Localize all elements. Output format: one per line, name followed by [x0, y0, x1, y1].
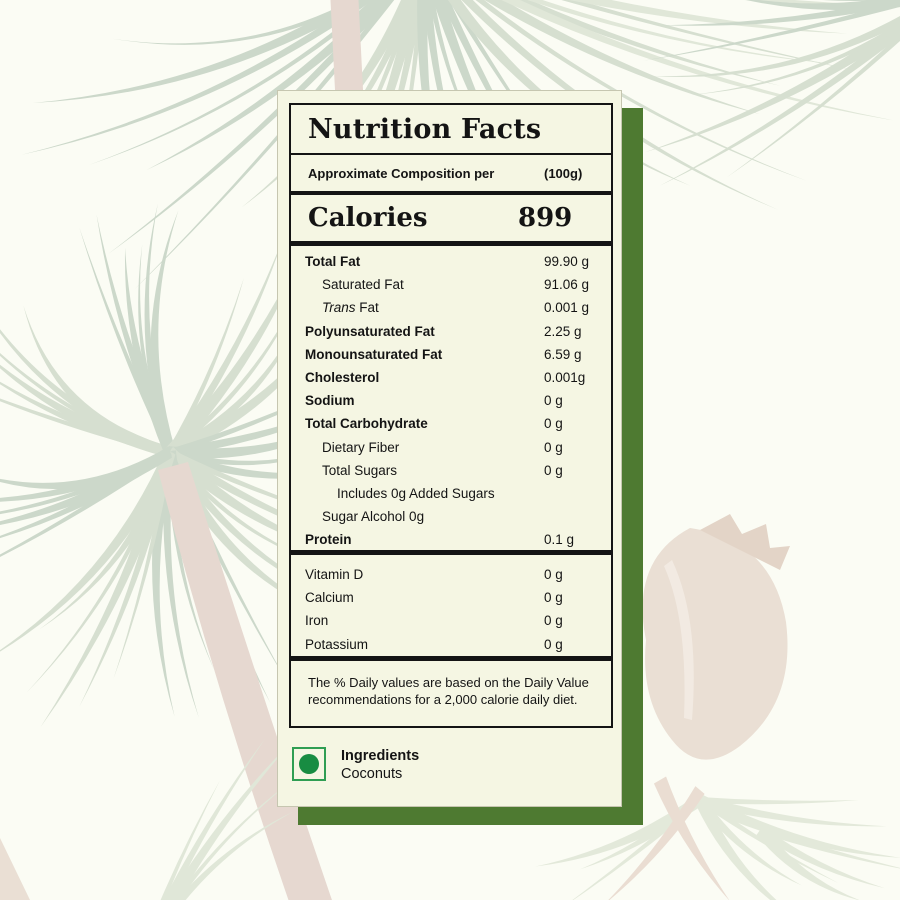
- nutrient-row: Total Fat 99.90 g: [305, 254, 590, 270]
- nutrient-row: Polyunsaturated Fat 2.25 g: [305, 323, 582, 339]
- nutrient-row: Protein 0.1 g: [305, 532, 575, 548]
- nutrition-facts-box: [289, 103, 613, 728]
- nutrient-row: Dietary Fiber 0 g: [322, 439, 563, 455]
- micronutrient-row: Potassium 0 g: [305, 636, 563, 652]
- nutrient-row: Includes 0g Added Sugars: [337, 485, 495, 501]
- nutrition-facts-title: Nutrition Facts: [291, 105, 611, 155]
- nutrient-row: Total Sugars 0 g: [322, 462, 563, 478]
- micronutrient-rows-section: [291, 555, 611, 661]
- nutrient-row: Cholesterol 0.001g: [305, 370, 586, 386]
- ingredients-block: [292, 747, 419, 783]
- nutrient-rows-section: [291, 246, 611, 555]
- calories-row: [291, 195, 611, 246]
- nutrient-row: Trans Fat 0.001 g: [322, 300, 590, 316]
- nutrient-row: Sodium 0 g: [305, 393, 563, 409]
- micronutrient-row: Calcium 0 g: [305, 590, 563, 606]
- nutrient-row: Total Carbohydrate 0 g: [305, 416, 563, 432]
- ingredients-heading: Ingredients: [341, 748, 420, 764]
- serving-size-label: Approximate Composition per: [308, 165, 495, 181]
- nutrient-row: Monounsaturated Fat 6.59 g: [305, 346, 582, 362]
- ingredients-value: Coconuts: [341, 766, 403, 782]
- nutrient-row: Saturated Fat 91.06 g: [322, 277, 590, 293]
- micronutrient-row: Iron 0 g: [305, 613, 563, 629]
- calories-value: 899: [518, 203, 573, 233]
- micronutrient-row: Vitamin D 0 g: [305, 567, 563, 583]
- nutrient-row: Sugar Alcohol 0g: [322, 509, 425, 525]
- vegetarian-mark-icon: [292, 747, 326, 781]
- nutrition-facts-panel: [277, 90, 622, 807]
- calories-label: Calories: [308, 203, 428, 233]
- serving-size-row: [291, 155, 611, 195]
- vegetarian-dot: [299, 754, 319, 774]
- serving-size-amount: (100g): [544, 165, 583, 181]
- daily-value-footnote: The % Daily values are based on the Daily Value recommendations for a 2,000 calorie daily diet.: [308, 675, 589, 707]
